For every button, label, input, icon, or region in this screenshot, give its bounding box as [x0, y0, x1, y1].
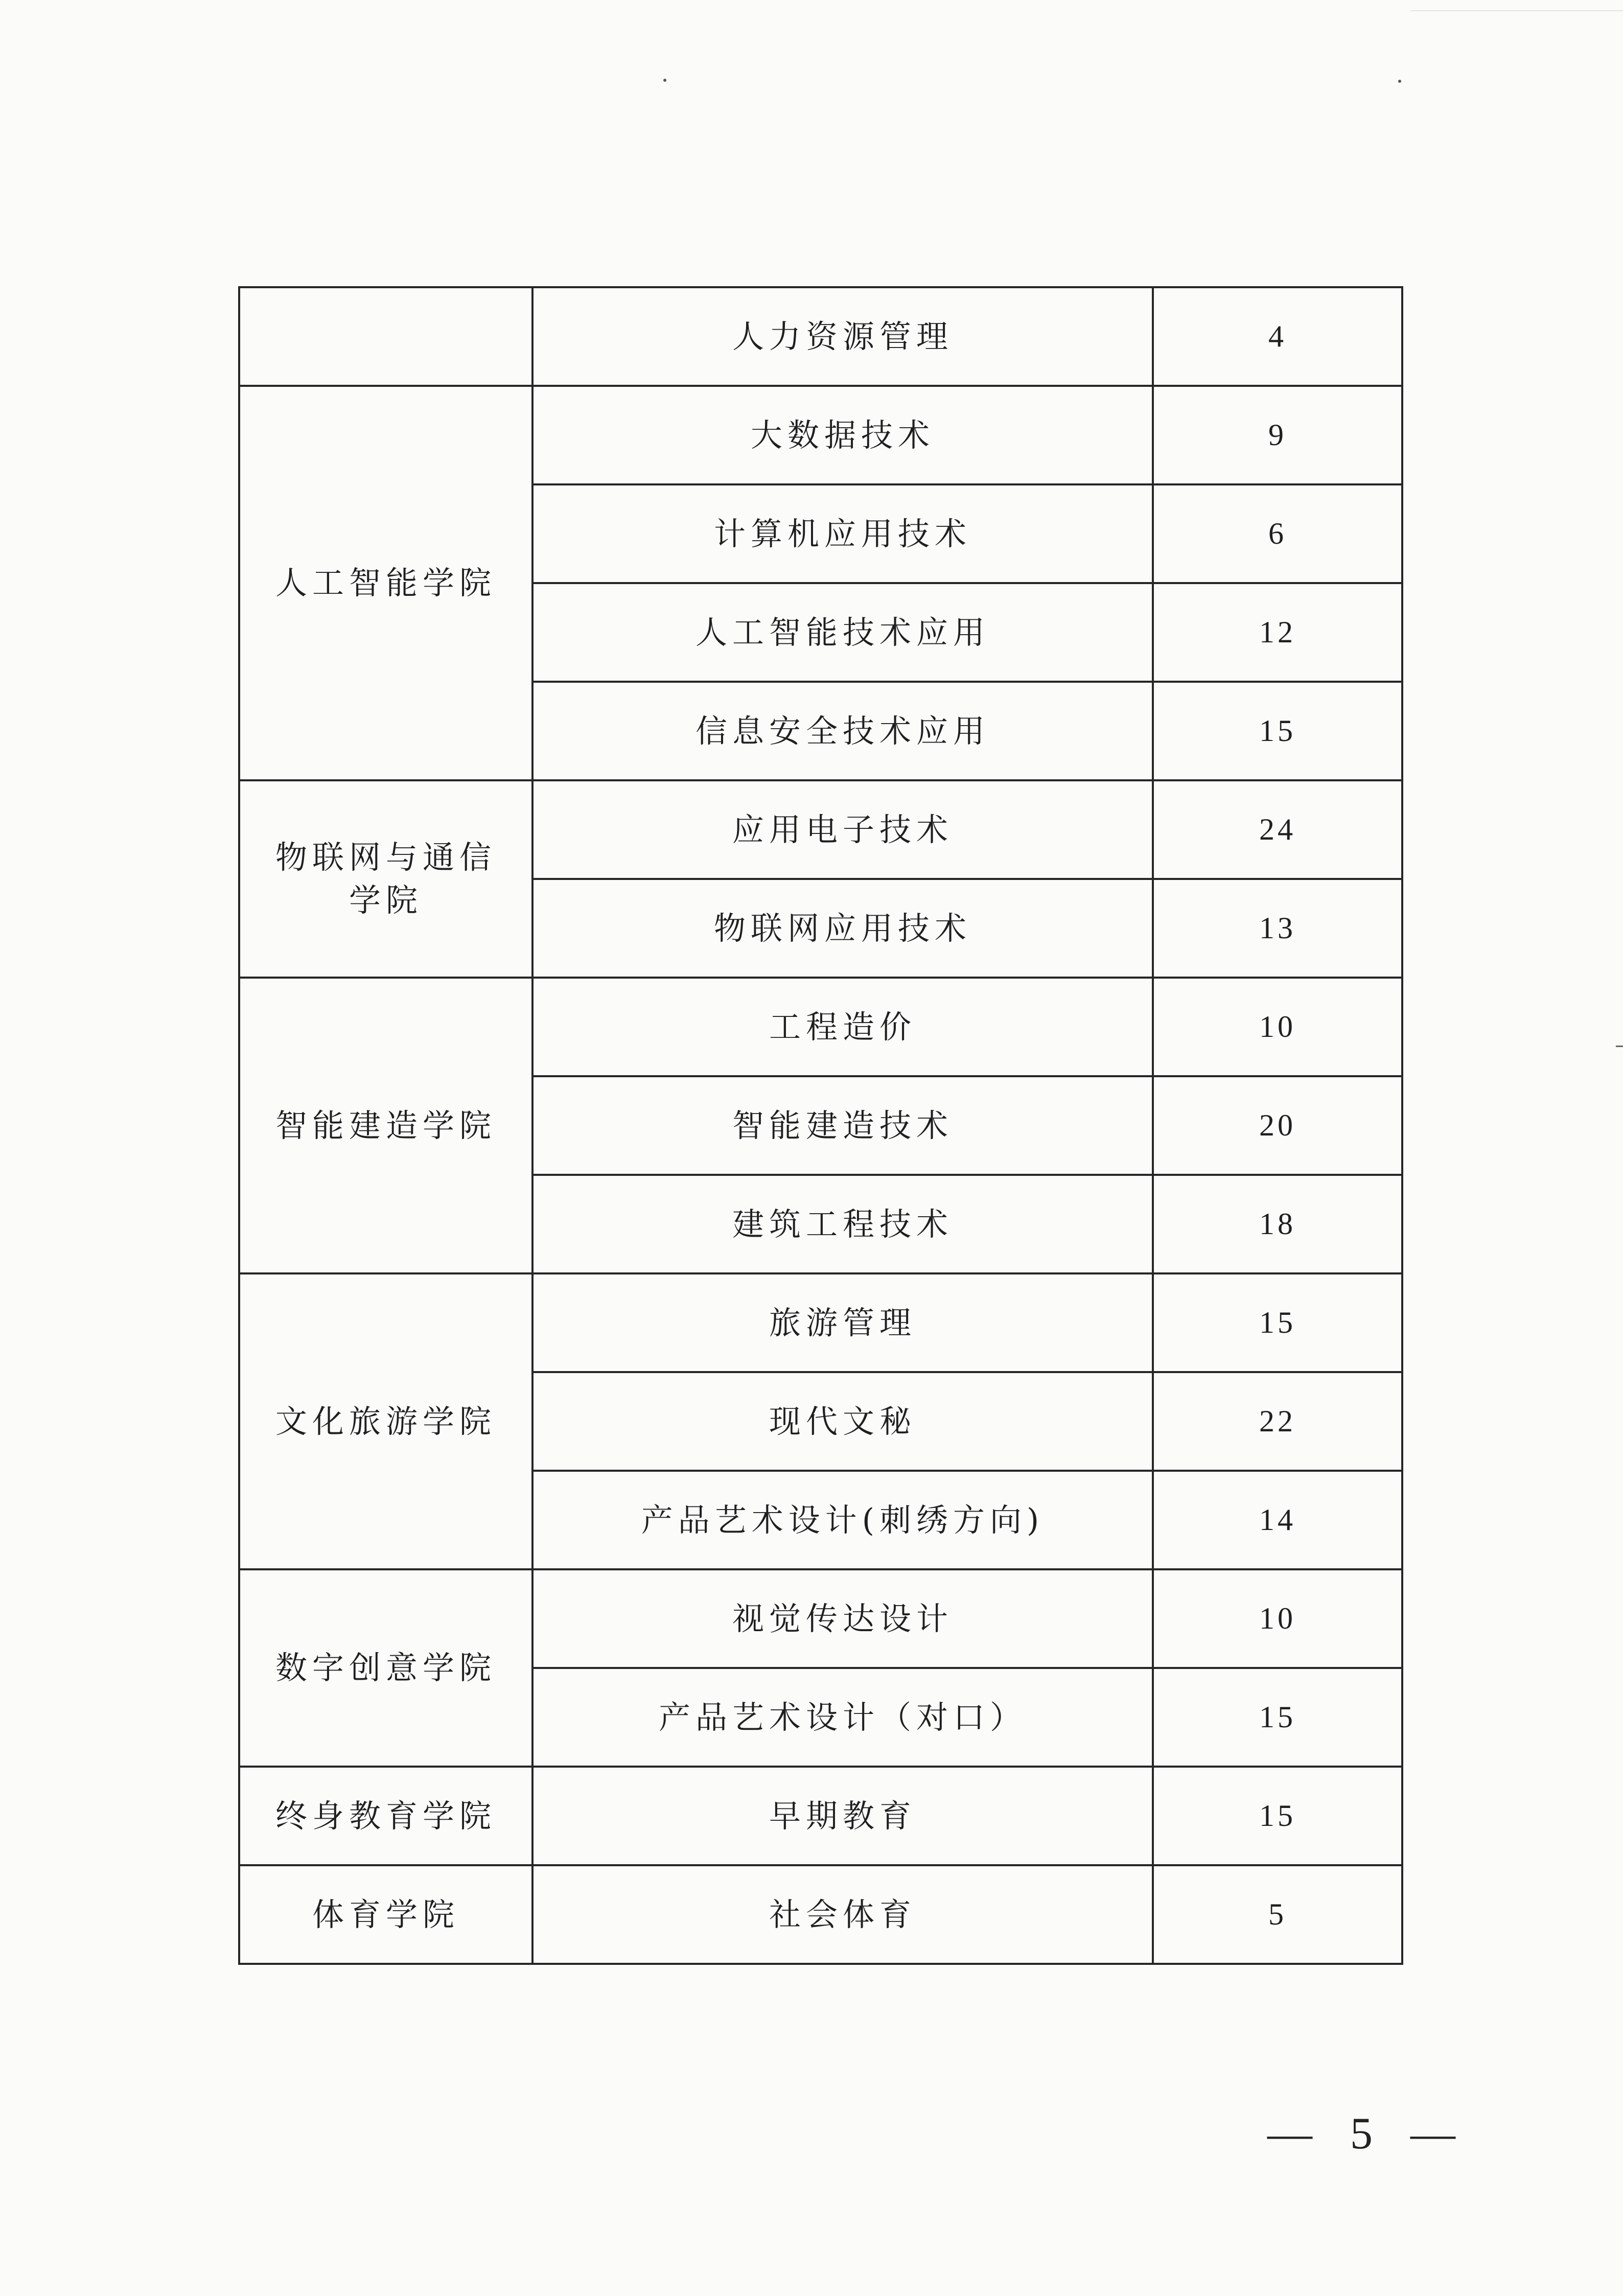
scan-speck — [663, 79, 666, 82]
count-cell: 15 — [1153, 1767, 1402, 1865]
major-cell: 建筑工程技术 — [532, 1175, 1153, 1273]
page-number: — 5 — — [1267, 2109, 1469, 2159]
table-row — [239, 1865, 1402, 1964]
major-cell: 应用电子技术 — [532, 780, 1153, 879]
count-cell: 4 — [1153, 287, 1402, 386]
table-row — [239, 386, 1402, 484]
college-cell: 物联网与通信学院 — [239, 780, 532, 978]
table-row — [239, 1767, 1402, 1865]
major-cell: 社会体育 — [532, 1865, 1153, 1964]
count-cell: 13 — [1153, 879, 1402, 978]
count-cell: 6 — [1153, 484, 1402, 583]
count-cell: 24 — [1153, 780, 1402, 879]
college-cell: 智能建造学院 — [239, 978, 532, 1273]
count-cell: 9 — [1153, 386, 1402, 484]
college-cell: 人工智能学院 — [239, 386, 532, 780]
count-cell: 10 — [1153, 978, 1402, 1076]
scan-edge-line — [1410, 10, 1623, 11]
scan-speck — [1398, 80, 1401, 83]
college-cell: 数字创意学院 — [239, 1569, 532, 1767]
enrollment-table — [238, 286, 1403, 1965]
major-cell: 视觉传达设计 — [532, 1569, 1153, 1668]
major-cell: 信息安全技术应用 — [532, 682, 1153, 780]
major-cell: 产品艺术设计(刺绣方向) — [532, 1471, 1153, 1569]
major-cell: 智能建造技术 — [532, 1076, 1153, 1175]
table-row — [239, 978, 1402, 1076]
table-row — [239, 1273, 1402, 1372]
major-cell: 物联网应用技术 — [532, 879, 1153, 978]
count-cell: 18 — [1153, 1175, 1402, 1273]
major-cell: 现代文秘 — [532, 1372, 1153, 1471]
major-cell: 旅游管理 — [532, 1273, 1153, 1372]
table-row — [239, 1569, 1402, 1668]
major-cell: 产品艺术设计（对口） — [532, 1668, 1153, 1767]
major-cell: 计算机应用技术 — [532, 484, 1153, 583]
major-cell: 工程造价 — [532, 978, 1153, 1076]
college-cell: 文化旅游学院 — [239, 1273, 532, 1569]
count-cell: 15 — [1153, 682, 1402, 780]
count-cell: 12 — [1153, 583, 1402, 682]
college-cell — [239, 287, 532, 386]
count-cell: 5 — [1153, 1865, 1402, 1964]
scan-speck — [1616, 1046, 1623, 1047]
count-cell: 15 — [1153, 1668, 1402, 1767]
count-cell: 10 — [1153, 1569, 1402, 1668]
table-row — [239, 287, 1402, 386]
major-cell: 人力资源管理 — [532, 287, 1153, 386]
table-row — [239, 780, 1402, 879]
college-cell: 体育学院 — [239, 1865, 532, 1964]
count-cell: 22 — [1153, 1372, 1402, 1471]
major-cell: 早期教育 — [532, 1767, 1153, 1865]
count-cell: 20 — [1153, 1076, 1402, 1175]
count-cell: 14 — [1153, 1471, 1402, 1569]
major-cell: 大数据技术 — [532, 386, 1153, 484]
major-cell: 人工智能技术应用 — [532, 583, 1153, 682]
count-cell: 15 — [1153, 1273, 1402, 1372]
college-cell: 终身教育学院 — [239, 1767, 532, 1865]
